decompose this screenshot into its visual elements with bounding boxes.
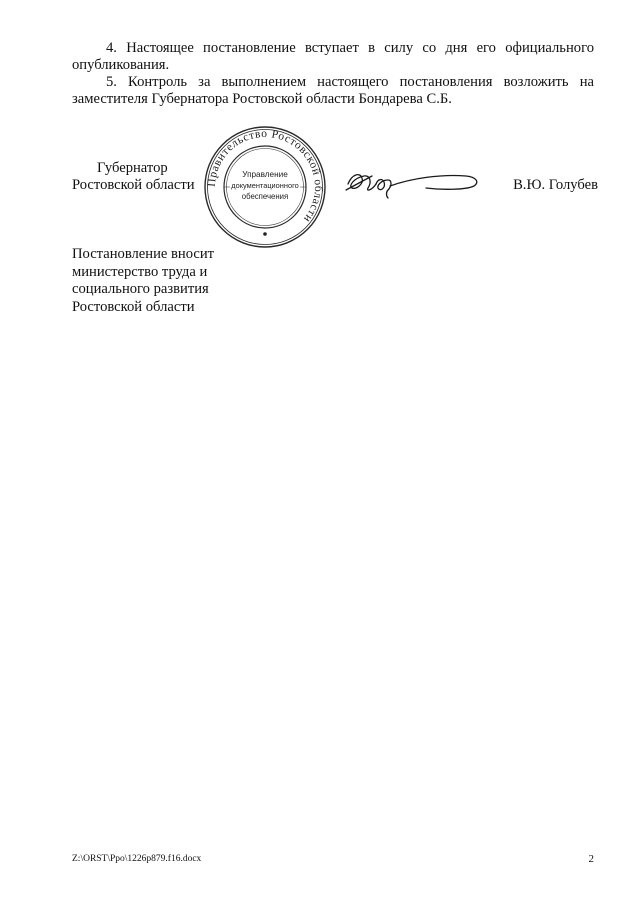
introducer-line: Постановление вносит bbox=[72, 246, 215, 262]
signer-title bbox=[72, 160, 212, 194]
handwritten-signature bbox=[342, 162, 482, 202]
signature-block bbox=[72, 127, 598, 228]
introducer-line: социального развития bbox=[72, 281, 209, 297]
introducer-line: министерство труда и bbox=[72, 263, 208, 280]
paragraph-5: 5. Контроль за выполнением настоящего постановления возложить на заместителя Губернатора Ростовской области Бондарева С.Б. bbox=[72, 74, 594, 107]
introducer-note bbox=[72, 246, 272, 316]
seal-inner-line2: документационного bbox=[231, 181, 299, 190]
signer-name: В.Ю. Голубев bbox=[513, 177, 598, 193]
signer-title-line1: Губернатор bbox=[97, 160, 168, 176]
page-number: 2 bbox=[588, 853, 594, 865]
introducer-line: Ростовской области bbox=[72, 298, 195, 315]
seal-inner-line1: Управление bbox=[242, 170, 288, 179]
signer-title-line2: Ростовской области bbox=[72, 177, 195, 193]
paragraph-4: 4. Настоящее постановление вступает в силу со дня его официального опубликования. bbox=[72, 40, 594, 73]
footer-file-path: Z:\ORST\Ppo\1226p879.f16.docx bbox=[72, 854, 202, 864]
official-seal-stamp bbox=[202, 124, 328, 250]
seal-inner-line3: обеспечения bbox=[241, 192, 289, 201]
seal-outer-text: Правительство Ростовской области bbox=[205, 127, 325, 225]
